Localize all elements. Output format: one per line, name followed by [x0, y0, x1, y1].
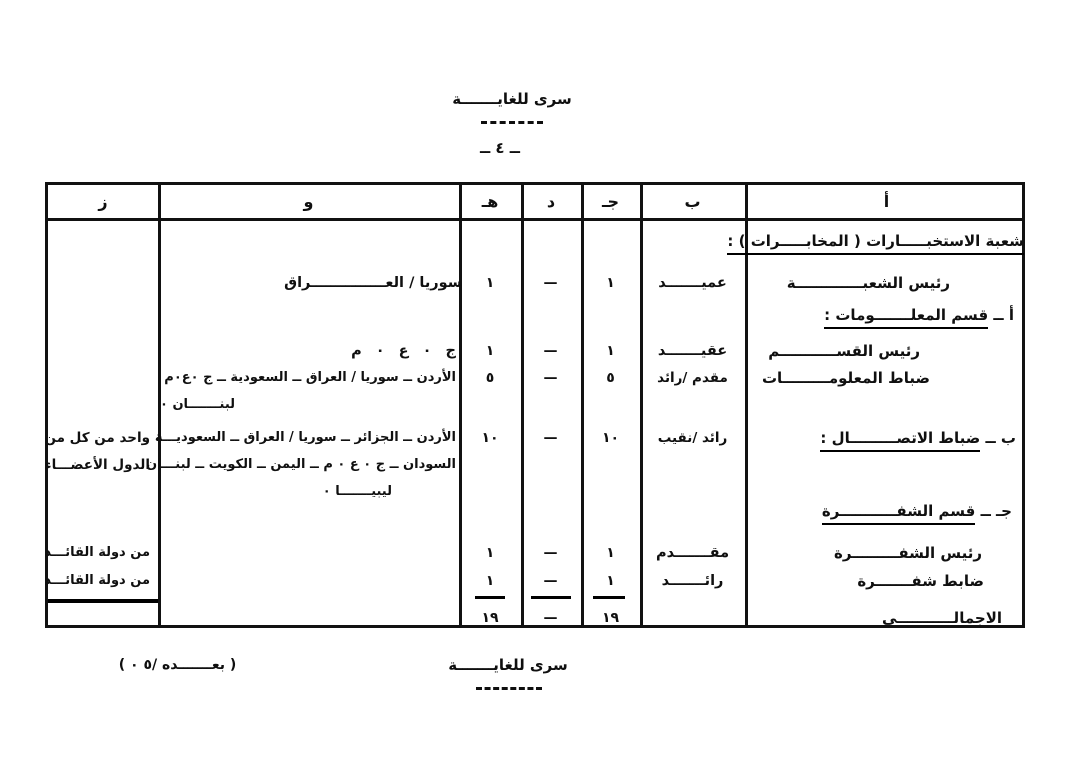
page-number: ــ ٤ ــ	[479, 139, 521, 157]
liaison-prefix: ب ــ	[985, 429, 1016, 447]
sum-rule-h	[475, 596, 505, 599]
classification-top-rule	[481, 121, 543, 124]
cell-division-title	[727, 229, 1028, 253]
cell-total-count-d: —	[543, 610, 559, 626]
cell-liaison-rank: رائد /نقيب	[657, 430, 728, 446]
cell-liaison-count-j: ١٠	[601, 430, 620, 446]
cell-division-chief-rank: عميـــــــد	[658, 275, 727, 291]
cell-division-chief-title: رئيس الشعبـــــــــــــة	[786, 274, 950, 292]
cell-cipher-officer-title: ضابط شفـــــــرة	[857, 572, 984, 590]
table-header-rule	[48, 218, 1022, 221]
cipher-section-text: قسم الشفـــــــــــرة	[822, 502, 976, 525]
info-section-prefix: أ ــ	[993, 306, 1014, 324]
cell-cipher-officer-count-d: —	[543, 573, 559, 589]
cell-section-chief-count-d: —	[543, 343, 559, 359]
cell-info-officers-count-d: —	[543, 370, 559, 386]
cell-section-chief-title: رئيس القســـــــــــم	[768, 342, 920, 360]
cell-cipher-section-title	[745, 499, 1028, 523]
cell-division-chief-count-d: —	[543, 275, 559, 291]
cell-section-chief-rank: عقيـــــــد	[657, 343, 728, 359]
division-title-text: شعبة الاستخبـــــارات ( المخابـــــرات ) :	[727, 232, 1024, 255]
cell-cipher-chief-count-j: ١	[606, 545, 615, 561]
col-header-waw: و	[303, 192, 314, 211]
cell-liaison-country-3: ليبيـــــــا ٠	[322, 484, 392, 499]
cell-info-officers-country-1: الأردن ــ سوريا / العراق ــ السعودية ــ ج ٠ع٠م	[164, 370, 456, 385]
classification-top-text: سرى للغايـــــــة	[452, 90, 572, 108]
cell-info-officers-rank: مقدم /رائد	[657, 370, 728, 386]
col-header-alif: أ	[883, 192, 890, 211]
cell-total-count-j: ١٩	[601, 610, 620, 626]
staffing-table	[45, 182, 1025, 628]
cell-info-officers-count-h: ٥	[485, 370, 495, 386]
cell-cipher-chief-count-h: ١	[485, 545, 495, 561]
cell-info-officers-country-2: لبنـــــــان ٠	[160, 397, 236, 412]
cell-cipher-officer-count-j: ١	[606, 573, 615, 589]
cell-liaison-note-1: واحد من كل من	[44, 430, 150, 446]
cell-info-officers-count-j: ٥	[606, 370, 615, 386]
cell-cipher-officer-note: من دولة القائـــد	[44, 573, 150, 588]
cell-liaison-note-2: الدول الأعضـــاء	[44, 457, 150, 473]
sum-rule-j	[593, 596, 625, 599]
sum-rule-d	[531, 596, 571, 599]
classification-bottom-rule	[476, 687, 542, 690]
col-header-ha: هـ	[481, 192, 499, 211]
cell-info-officers-title: ضباط المعلومـــــــــات	[761, 369, 930, 387]
cell-liaison-title	[745, 426, 1028, 450]
cell-cipher-chief-title: رئيس الشفـــــــــرة	[834, 544, 982, 562]
cell-total-title: الاجمالـــــــــــى	[881, 609, 1002, 627]
cell-section-chief-count-h: ١	[485, 343, 495, 359]
col-header-jim: جـ	[602, 192, 619, 211]
z-column-bottom-rule	[48, 599, 158, 603]
classification-bottom	[408, 656, 608, 674]
cell-cipher-chief-count-d: —	[543, 545, 559, 561]
col-header-zay: ز	[98, 192, 108, 211]
cell-total-count-h: ١٩	[481, 610, 499, 626]
liaison-text: ضباط الاتصـــــــــال :	[820, 429, 980, 452]
footer-note: ( بعـــــــده /٥ ٠ )	[118, 657, 237, 673]
cell-liaison-country-1: الأردن ــ الجزائر ــ سوريا / العراق ــ السعوديـــة	[154, 430, 456, 445]
cell-info-section-title	[745, 303, 1028, 327]
classification-top	[412, 90, 612, 108]
cipher-section-prefix: جـ ــ	[980, 502, 1012, 520]
cell-division-chief-count-j: ١	[606, 275, 615, 291]
cell-section-chief-count-j: ١	[606, 343, 615, 359]
cell-cipher-officer-rank: رائـــــــد	[661, 573, 724, 589]
info-section-text: قسم المعلـــــــومات :	[824, 306, 988, 329]
cell-cipher-chief-rank: مقـــــــدم	[655, 545, 730, 561]
cell-cipher-chief-note: من دولة القائـــد	[44, 545, 150, 560]
cell-liaison-count-d: —	[543, 430, 559, 446]
col-header-ba: ب	[684, 192, 701, 211]
cell-liaison-country-2: السودان ــ ج ٠ ع ٠ م ــ اليمن ــ الكويت ــ لبنـــان	[145, 457, 456, 472]
cell-cipher-officer-count-h: ١	[485, 573, 495, 589]
classification-bottom-text: سرى للغايـــــــة	[448, 656, 568, 674]
cell-section-chief-country: ج ٠ ع ٠ م	[351, 343, 456, 359]
col-header-dal: د	[546, 192, 556, 211]
cell-liaison-count-h: ١٠	[481, 430, 499, 446]
cell-division-chief-count-h: ١	[485, 275, 495, 291]
cell-division-chief-country: سوريا / العـــــــــــــــراق	[284, 275, 462, 291]
